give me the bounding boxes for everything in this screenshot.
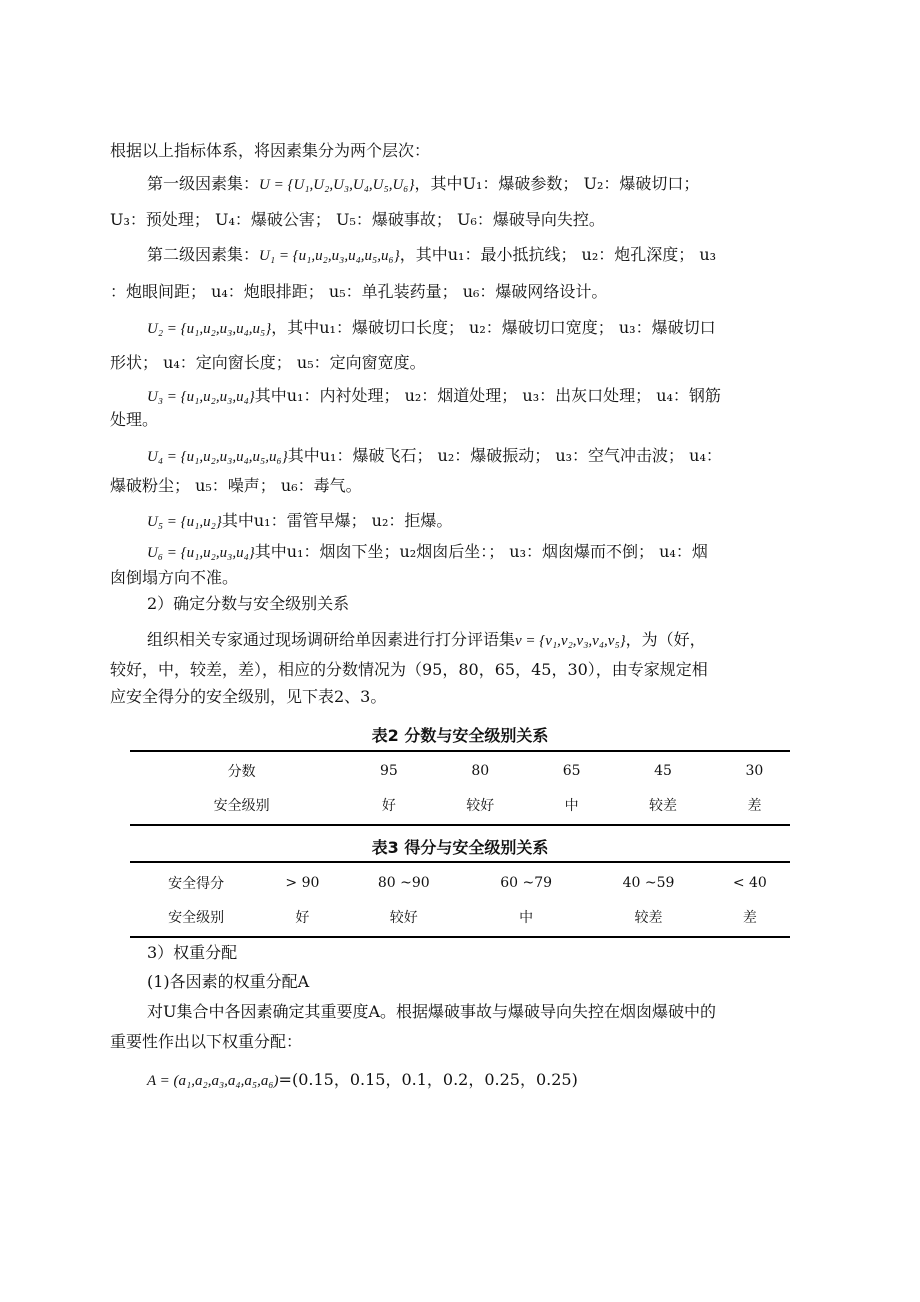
u4-rest: 其中u₁：爆破飞石； u₂：爆破振动； u₃：空气冲击波； u₄： [287, 446, 722, 465]
table-cell: 安全得分 [168, 876, 225, 892]
level1-label: 第一级因素集： [147, 174, 260, 193]
table2-top-rule [130, 750, 790, 752]
u5-rest: 其中u₁：雷管早爆； u₂：拒爆。 [221, 511, 453, 530]
table-cell: 分数 [227, 764, 256, 780]
u3-line2: 处理。 [110, 410, 159, 429]
weights-line [147, 1068, 847, 1093]
section2-heading: 2）确定分数与安全级别关系 [147, 594, 350, 613]
level1-line [147, 172, 847, 197]
u5-formula: U₅ = {u₁,u₂} [147, 514, 222, 530]
u6-rest: 其中u₁：烟囱下坐；u₂烟囱后坐：； u₃：烟囱爆而不倒； u₄：烟 [254, 542, 708, 561]
table-cell: 安全级别 [168, 910, 225, 926]
u2-rest: ，其中u₁：爆破切口长度； u₂：爆破切口宽度； u₃：爆破切口 [271, 318, 716, 337]
level2-label: 第二级因素集： [147, 245, 260, 264]
u2-line [147, 316, 847, 341]
table-row [130, 900, 790, 934]
table-cell: 30 [745, 763, 764, 779]
level1-line2: U₃：预处理； U₄：爆破公害； U₅：爆破事故； U₆：爆破导向失控。 [110, 210, 605, 229]
section3-p2: 重要性作出以下权重分配： [110, 1032, 303, 1051]
table-cell: 好 [295, 910, 310, 926]
table2-bottom-rule [130, 824, 790, 826]
section3-p1: 对U集合中各因素确定其重要度A。根据爆破事故与爆破导向失控在烟囱爆破中的 [147, 1002, 717, 1021]
table2-caption: 表2 分数与安全级别关系 [371, 726, 549, 745]
level1-rest: ，其中U₁：爆破参数； U₂：爆破切口； [414, 174, 700, 193]
u5-line [147, 509, 847, 534]
section2-p1-start: 组织相关专家通过现场调研给单因素进行打分评语集 [147, 630, 516, 649]
weights-values: =(0.15，0.15，0.1，0.2，0.25，0.25) [278, 1070, 578, 1089]
table-cell: 中 [564, 798, 579, 814]
section3-sub: (1)各因素的权重分配A [147, 972, 310, 991]
weights-formula: A = (a₁,a₂,a₃,a₄,a₅,a₆) [147, 1073, 279, 1089]
u3-formula: U₃ = {u₁,u₂,u₃,u₄} [147, 389, 255, 405]
table-row [130, 866, 790, 900]
table3-caption: 表3 得分与安全级别关系 [371, 838, 549, 857]
table-cell: 95 [379, 763, 398, 779]
table-cell: 较好 [466, 798, 495, 814]
table-cell: 安全级别 [213, 798, 270, 814]
intro-line: 根据以上指标体系，将因素集分为两个层次： [110, 141, 431, 160]
table-cell: > 90 [285, 875, 320, 891]
u4-line [147, 444, 847, 469]
table-row [130, 788, 790, 822]
table-cell: 较好 [389, 910, 418, 926]
u6-line [147, 540, 847, 565]
table-cell: < 40 [732, 875, 767, 891]
table2 [130, 754, 790, 822]
table3-top-rule [130, 861, 790, 863]
v-formula: v = {v₁,v₂,v₃,v₄,v₅} [515, 633, 626, 649]
table-cell: 80 ~90 [377, 875, 430, 891]
section2-p2: 较好，中，较差，差），相应的分数情况为（95，80，65，45，30），由专家规定相 [110, 660, 708, 679]
u1-formula: U₁ = {u₁,u₂,u₃,u₄,u₅,u₆} [259, 248, 400, 264]
table-cell: 较差 [634, 910, 663, 926]
table-cell: 40 ~59 [622, 875, 675, 891]
u3-line [147, 384, 847, 409]
level1-formula: U = {U₁,U₂,U₃,U₄,U₅,U₆} [259, 177, 415, 193]
table-cell: 65 [562, 763, 581, 779]
level2-u1-line [147, 243, 847, 268]
section2-p1-end: ，为（好， [625, 630, 706, 649]
section3-heading: 3）权重分配 [147, 943, 238, 962]
table-cell: 较差 [649, 798, 678, 814]
table-cell: 中 [519, 910, 534, 926]
table-cell: 好 [381, 798, 396, 814]
u6-formula: U₆ = {u₁,u₂,u₃,u₄} [147, 545, 255, 561]
table3 [130, 866, 790, 934]
u3-rest: 其中u₁：内衬处理； u₂：烟道处理； u₃：出灰口处理； u₄：钢筋 [254, 386, 721, 405]
table-cell: 60 ~79 [500, 875, 553, 891]
u1-rest: ，其中u₁：最小抵抗线； u₂：炮孔深度； u₃ [399, 245, 717, 264]
u6-line2: 囱倒塌方向不准。 [110, 568, 239, 587]
u2-formula: U₂ = {u₁,u₂,u₃,u₄,u₅} [147, 321, 272, 337]
section2-p3: 应安全得分的安全级别，见下表2、3。 [110, 687, 387, 706]
table-row [130, 754, 790, 788]
u1-line2: ：炮眼间距； u₄：炮眼排距； u₅：单孔装药量； u₆：爆破网络设计。 [110, 282, 608, 301]
u4-line2: 爆破粉尘； u₅：噪声； u₆：毒气。 [110, 476, 362, 495]
table-cell: 差 [747, 798, 762, 814]
table3-bottom-rule [130, 936, 790, 938]
section2-p1 [147, 628, 847, 653]
table-cell: 80 [471, 763, 490, 779]
u4-formula: U₄ = {u₁,u₂,u₃,u₄,u₅,u₆} [147, 449, 288, 465]
table-cell: 差 [742, 910, 757, 926]
table-cell: 45 [654, 763, 672, 779]
u2-line2: 形状； u₄：定向窗长度； u₅：定向窗宽度。 [110, 353, 426, 372]
